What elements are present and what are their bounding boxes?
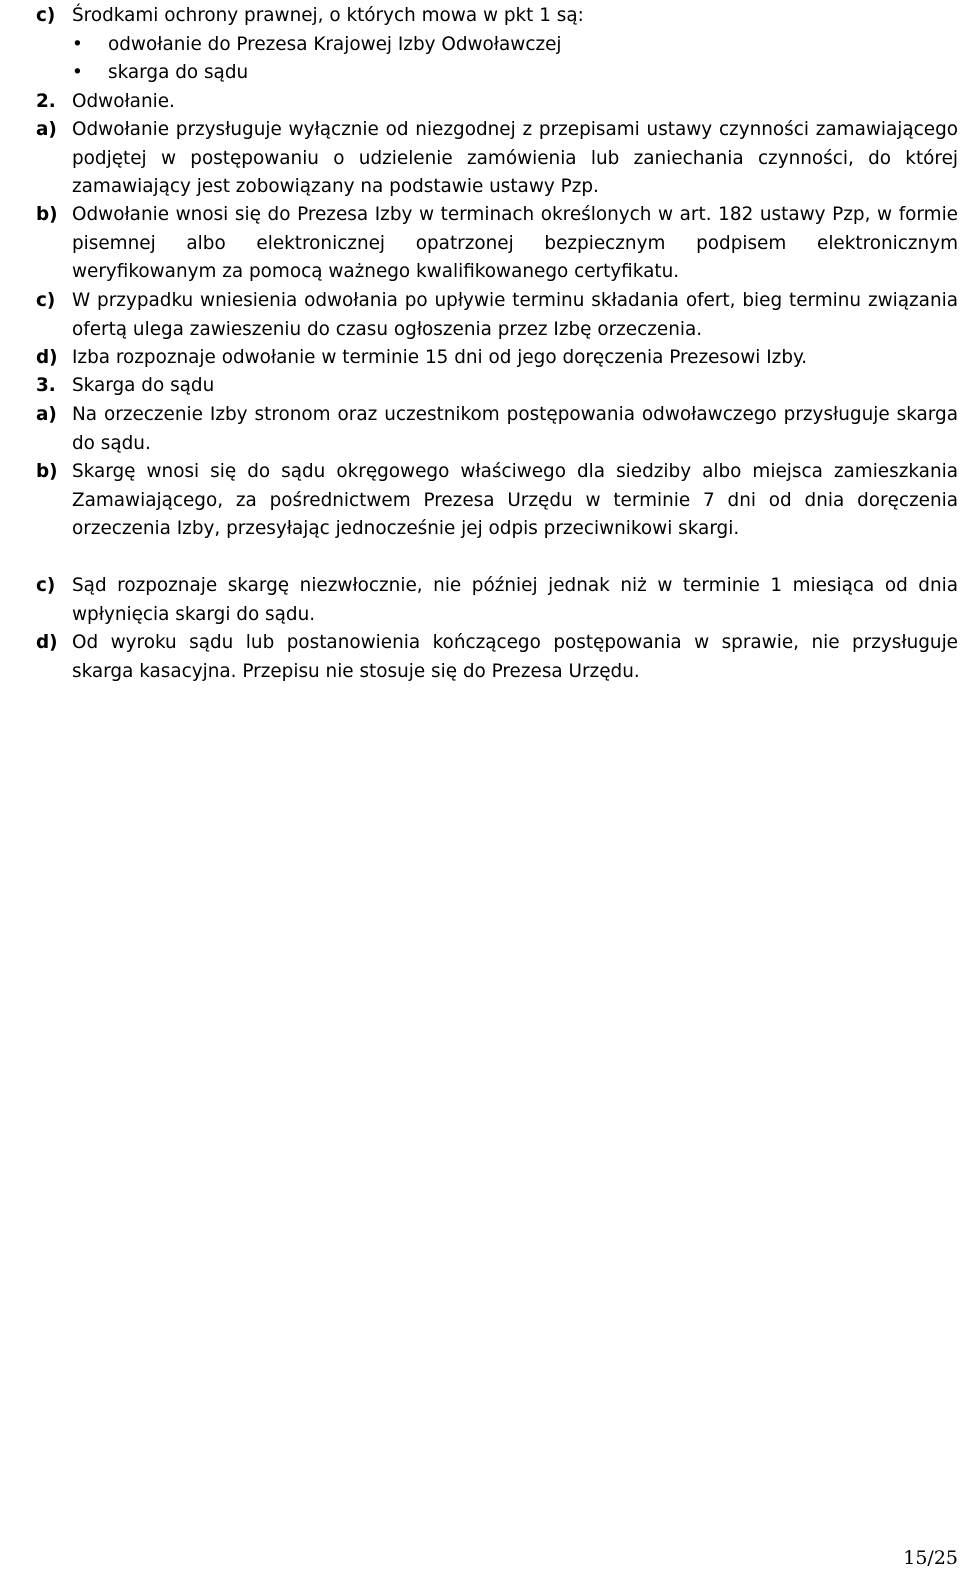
item-text: Skargę wnosi się do sądu okręgowego właściwego dla siedziby albo miejsca zamieszkania Zamawiającego, za pośrednictwem Prezesa Urzędu w terminie 7 dni od dnia doręczenia orzeczenia Izby, przesyłając jednocześnie jej odpis przeciwnikowi skargi. [72, 461, 958, 539]
item-text: Izba rozpoznaje odwołanie w terminie 15 dni od jego doręczenia Prezesowi Izby. [72, 347, 808, 368]
item-label: c) [36, 290, 56, 311]
item-label: a) [36, 119, 57, 140]
item-text: W przypadku wniesienia odwołania po upływie terminu składania ofert, bieg terminu związania ofertą ulega zawieszeniu do czasu ogłoszenia przez Izbę orzeczenia. [72, 290, 958, 340]
page-number: 15/25 [903, 1547, 958, 1569]
bullet-text: skarga do sądu [108, 62, 249, 83]
item-text: Od wyroku sądu lub postanowienia kończącego postępowania w sprawie, nie przysługuje skarga kasacyjna. Przepisu nie stosuje się do Prezesa Urzędu. [72, 632, 958, 682]
list-item [36, 201, 958, 287]
item-text: Na orzeczenie Izby stronom oraz uczestnikom postępowania odwoławczego przysługuje skarga do sądu. [72, 404, 958, 454]
bullet-text: odwołanie do Prezesa Krajowej Izby Odwoławczej [108, 34, 562, 55]
section-heading [36, 88, 958, 117]
list-item [36, 458, 958, 544]
list-item [36, 401, 958, 458]
bullet-icon: • [72, 62, 83, 83]
list-item [36, 344, 958, 373]
item-text: Sąd rozpoznaje skargę niezwłocznie, nie później jednak niż w terminie 1 miesiąca od dnia wpłynięcia skargi do sądu. [72, 575, 958, 625]
list-item [36, 572, 958, 629]
list-item [36, 116, 958, 202]
section-heading [36, 372, 958, 401]
item-label: c) [36, 575, 56, 596]
list-item [36, 629, 958, 686]
list-item [36, 287, 958, 344]
item-label: b) [36, 204, 58, 225]
section-number: 3. [36, 375, 56, 396]
item-text: Odwołanie przysługuje wyłącznie od niezgodnej z przepisami ustawy czynności zamawiającego podjętej w postępowaniu o udzielenie zamówienia lub zaniechania czynności, do której zamawiający jest zobowiązany na podstawie ustawy Pzp. [72, 119, 958, 197]
item-label: a) [36, 404, 57, 425]
list-item [36, 2, 958, 31]
item-text: Odwołanie wnosi się do Prezesa Izby w terminach określonych w art. 182 ustawy Pzp, w formie pisemnej albo elektronicznej opatrzonej bezpiecznym podpisem elektronicznym weryfikowanym za pomocą ważnego kwalifikowanego certyfikatu. [72, 204, 958, 282]
bullet-item [72, 59, 872, 88]
bullet-item [72, 31, 872, 60]
bullet-icon: • [72, 34, 83, 55]
item-label: c) [36, 5, 56, 26]
section-number: 2. [36, 91, 56, 112]
item-label: d) [36, 632, 58, 653]
item-text: Środkami ochrony prawnej, o których mowa w pkt 1 są: [72, 5, 584, 26]
section-title: Odwołanie. [72, 91, 175, 112]
item-label: b) [36, 461, 58, 482]
item-label: d) [36, 347, 58, 368]
section-title: Skarga do sądu [72, 375, 215, 396]
